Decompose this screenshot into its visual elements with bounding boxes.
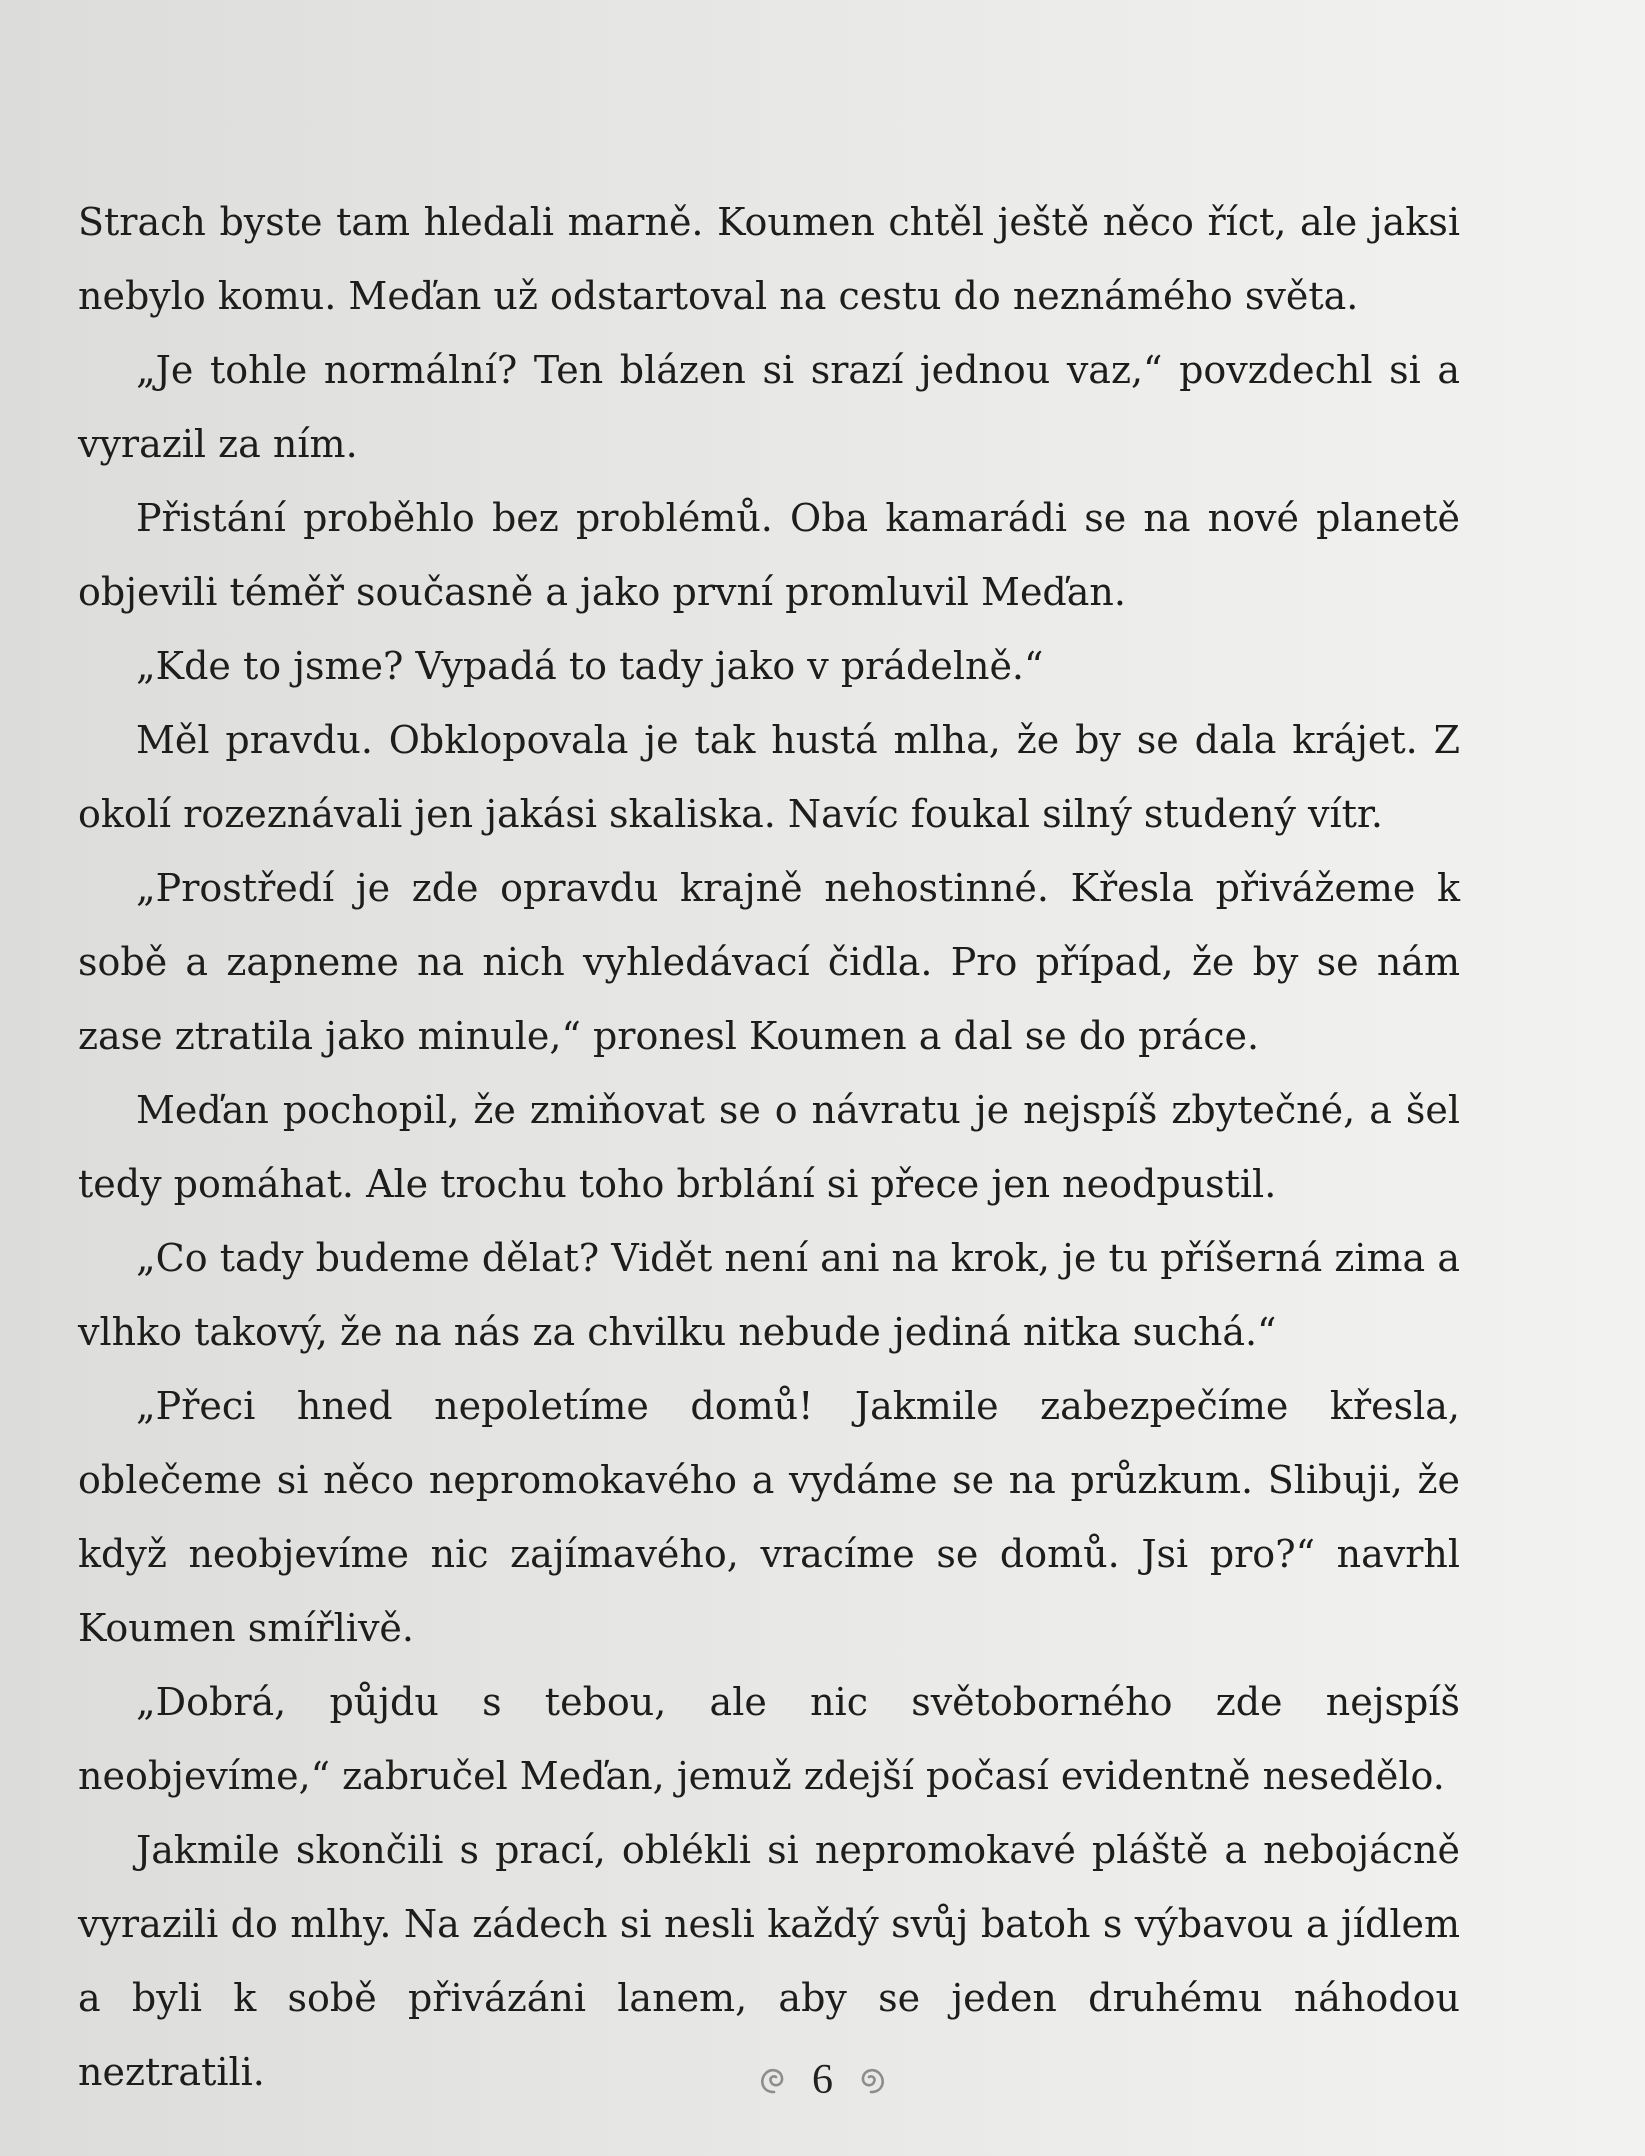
paragraph-2: „Je tohle normální? Ten blázen si srazí jednou vaz,“ povzdechl si a vyrazil za ním. [78, 348, 1460, 466]
paragraph-1: Strach byste tam hledali marně. Koumen chtěl ještě něco říct, ale jaksi nebylo komu. Meďan už odstartoval na cestu do neznámého světa. [78, 200, 1460, 318]
paragraph-3: Přistání proběhlo bez problémů. Oba kamarádi se na nové planetě objevili téměř současně a jako první promluvil Meďan. [78, 496, 1460, 614]
swirl-right-icon [855, 2062, 891, 2098]
page-footer [0, 2050, 1645, 2110]
paragraph-8: „Co tady budeme dělat? Vidět není ani na krok, je tu příšerná zima a vlhko takový, že na nás za chvilku nebude jediná nitka suchá.“ [78, 1236, 1460, 1354]
paragraph-7: Meďan pochopil, že zmiňovat se o návratu je nejspíš zbytečné, a šel tedy pomáhat. Ale trochu toho brblání si přece jen neodpustil. [78, 1088, 1460, 1206]
paragraph-4: „Kde to jsme? Vypadá to tady jako v prádelně.“ [136, 644, 1044, 688]
page-number: 6 [812, 2057, 833, 2103]
swirl-left-icon [754, 2062, 790, 2098]
body-text [78, 185, 1460, 2109]
paragraph-9: „Přeci hned nepoletíme domů! Jakmile zabezpečíme křesla, oblečeme si něco nepromokavého a vydáme se na průzkum. Slibuji, že když neobjevíme nic zajímavého, vracíme se domů. Jsi pro?“ navrhl Koumen smířlivě. [78, 1384, 1460, 1650]
paragraph-10: „Dobrá, půjdu s tebou, ale nic světoborného zde nejspíš neobjevíme,“ zabručel Meďan, jemuž zdejší počasí evidentně nesedělo. [78, 1680, 1460, 1798]
paragraph-6: „Prostředí je zde opravdu krajně nehostinné. Křesla přivážeme k sobě a zapneme na nich vyhledávací čidla. Pro případ, že by se nám zase ztratila jako minule,“ pronesl Koumen a dal se do práce. [78, 866, 1460, 1058]
paragraph-11: Jakmile skončili s prací, oblékli si nepromokavé pláště a nebojácně vyrazili do mlhy. Na zádech si nesli každý svůj batoh s výbavou a jídlem a byli k sobě přivázáni lanem, aby se jeden druhému náhodou neztratili. [78, 1828, 1460, 2094]
paragraph-5: Měl pravdu. Obklopovala je tak hustá mlha, že by se dala krájet. Z okolí rozeznávali jen jakási skaliska. Navíc foukal silný studený vítr. [78, 718, 1460, 836]
